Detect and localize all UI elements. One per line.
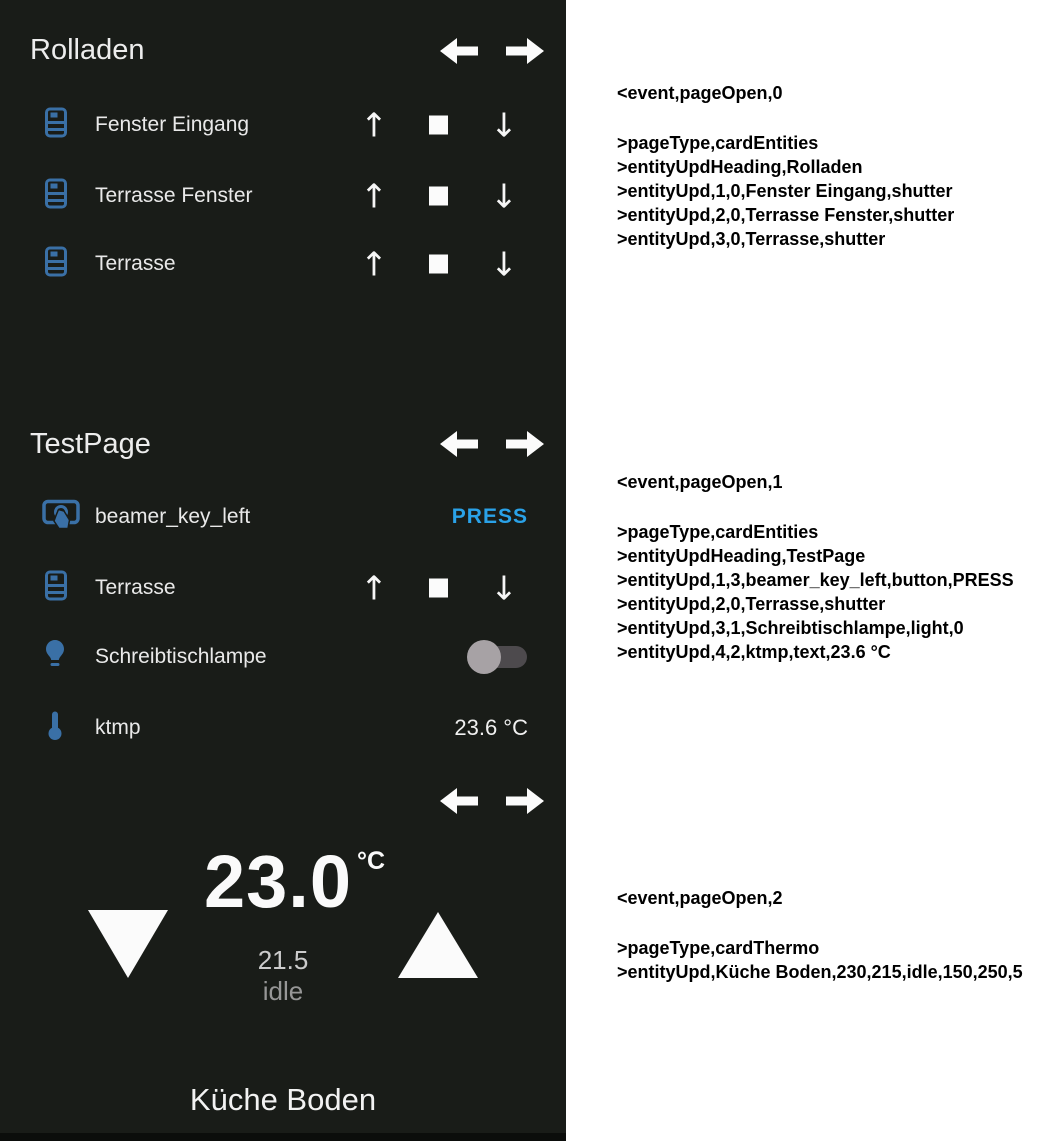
nav-next-button[interactable] bbox=[506, 785, 544, 817]
right-arrow-icon bbox=[506, 804, 544, 821]
hvac-state-label: idle bbox=[262, 976, 304, 1006]
log-response-line: >entityUpdHeading,TestPage bbox=[617, 546, 866, 566]
right-arrow-icon bbox=[506, 447, 544, 464]
shutter-up-button[interactable]: ↑ bbox=[360, 568, 388, 608]
entity-label: Terrasse bbox=[95, 576, 176, 599]
shutter-down-button[interactable]: ↓ bbox=[490, 568, 518, 608]
nav-prev-button[interactable] bbox=[440, 428, 478, 460]
device-bottom-bezel bbox=[0, 1133, 566, 1141]
log-response-line: >entityUpd,3,0,Terrasse,shutter bbox=[617, 229, 886, 249]
log-response-line: >pageType,cardThermo bbox=[617, 938, 820, 958]
log-gap bbox=[617, 105, 954, 131]
page-title: Rolladen bbox=[30, 34, 145, 66]
shutter-up-button[interactable]: ↑ bbox=[360, 176, 388, 216]
left-arrow-icon bbox=[440, 54, 478, 71]
shutter-icon bbox=[45, 247, 67, 282]
shutter-stop-button[interactable] bbox=[429, 187, 448, 206]
shutter-icon bbox=[45, 108, 67, 143]
thermostat-title: Küche Boden bbox=[189, 1082, 377, 1117]
entity-row bbox=[0, 635, 566, 679]
current-temperature-value: 23.0 bbox=[203, 840, 353, 923]
page-title: TestPage bbox=[30, 428, 151, 460]
nav-prev-button[interactable] bbox=[440, 35, 478, 67]
log-gap bbox=[617, 494, 1014, 520]
nav-next-button[interactable] bbox=[506, 35, 544, 67]
log-event-line: <event,pageOpen,0 bbox=[617, 83, 783, 103]
entity-row bbox=[0, 706, 566, 750]
entity-row bbox=[0, 174, 566, 218]
left-arrow-icon bbox=[440, 447, 478, 464]
entity-label: ktmp bbox=[95, 716, 141, 739]
right-arrow-icon bbox=[506, 54, 544, 71]
protocol-log-block bbox=[617, 886, 1023, 984]
shutter-icon bbox=[45, 179, 67, 214]
entity-row bbox=[0, 495, 566, 539]
log-event-line: <event,pageOpen,2 bbox=[617, 888, 783, 908]
toggle-knob bbox=[467, 640, 501, 674]
shutter-up-button[interactable]: ↑ bbox=[360, 105, 388, 145]
log-response-line: >entityUpd,1,3,beamer_key_left,button,PRESS bbox=[617, 570, 1014, 590]
log-response-line: >entityUpd,4,2,ktmp,text,23.6 °C bbox=[617, 642, 891, 662]
shutter-stop-button[interactable] bbox=[429, 255, 448, 274]
nav-prev-button[interactable] bbox=[440, 785, 478, 817]
shutter-down-button[interactable]: ↓ bbox=[490, 176, 518, 216]
log-response-line: >entityUpd,1,0,Fenster Eingang,shutter bbox=[617, 181, 953, 201]
light-toggle-switch[interactable] bbox=[467, 640, 527, 674]
entity-row bbox=[0, 242, 566, 286]
left-arrow-icon bbox=[440, 804, 478, 821]
lightbulb-icon bbox=[45, 640, 65, 675]
log-response-line: >entityUpdHeading,Rolladen bbox=[617, 157, 863, 177]
log-event-line: <event,pageOpen,1 bbox=[617, 472, 783, 492]
log-response-line: >entityUpd,2,0,Terrasse Fenster,shutter bbox=[617, 205, 955, 225]
shutter-icon bbox=[45, 571, 67, 606]
log-gap bbox=[617, 910, 1023, 936]
shutter-up-button[interactable]: ↑ bbox=[360, 244, 388, 284]
gesture-tap-button-icon bbox=[42, 497, 80, 538]
log-response-line: >entityUpd,3,1,Schreibtischlampe,light,0 bbox=[617, 618, 964, 638]
entity-row bbox=[0, 103, 566, 147]
log-response-line: >pageType,cardEntities bbox=[617, 522, 819, 542]
protocol-log-block bbox=[617, 81, 954, 251]
entity-row bbox=[0, 566, 566, 610]
entity-label: Fenster Eingang bbox=[95, 113, 250, 136]
entity-label: Schreibtischlampe bbox=[95, 645, 267, 668]
sensor-value: 23.6 °C bbox=[454, 715, 528, 740]
log-response-line: >pageType,cardEntities bbox=[617, 133, 819, 153]
protocol-log-block bbox=[617, 470, 1014, 664]
log-response-line: >entityUpd,Küche Boden,230,215,idle,150,250,5 bbox=[617, 962, 1023, 982]
entity-label: Terrasse Fenster bbox=[95, 184, 253, 207]
shutter-stop-button[interactable] bbox=[429, 116, 448, 135]
press-button[interactable]: PRESS bbox=[451, 505, 528, 528]
shutter-stop-button[interactable] bbox=[429, 579, 448, 598]
entity-label: Terrasse bbox=[95, 252, 176, 275]
thermometer-icon bbox=[47, 711, 63, 746]
nav-next-button[interactable] bbox=[506, 428, 544, 460]
temperature-unit: °C bbox=[357, 847, 386, 875]
shutter-down-button[interactable]: ↓ bbox=[490, 244, 518, 284]
target-temperature-value: 21.5 bbox=[257, 945, 309, 975]
log-response-line: >entityUpd,2,0,Terrasse,shutter bbox=[617, 594, 886, 614]
shutter-down-button[interactable]: ↓ bbox=[490, 105, 518, 145]
entity-label: beamer_key_left bbox=[95, 505, 251, 528]
